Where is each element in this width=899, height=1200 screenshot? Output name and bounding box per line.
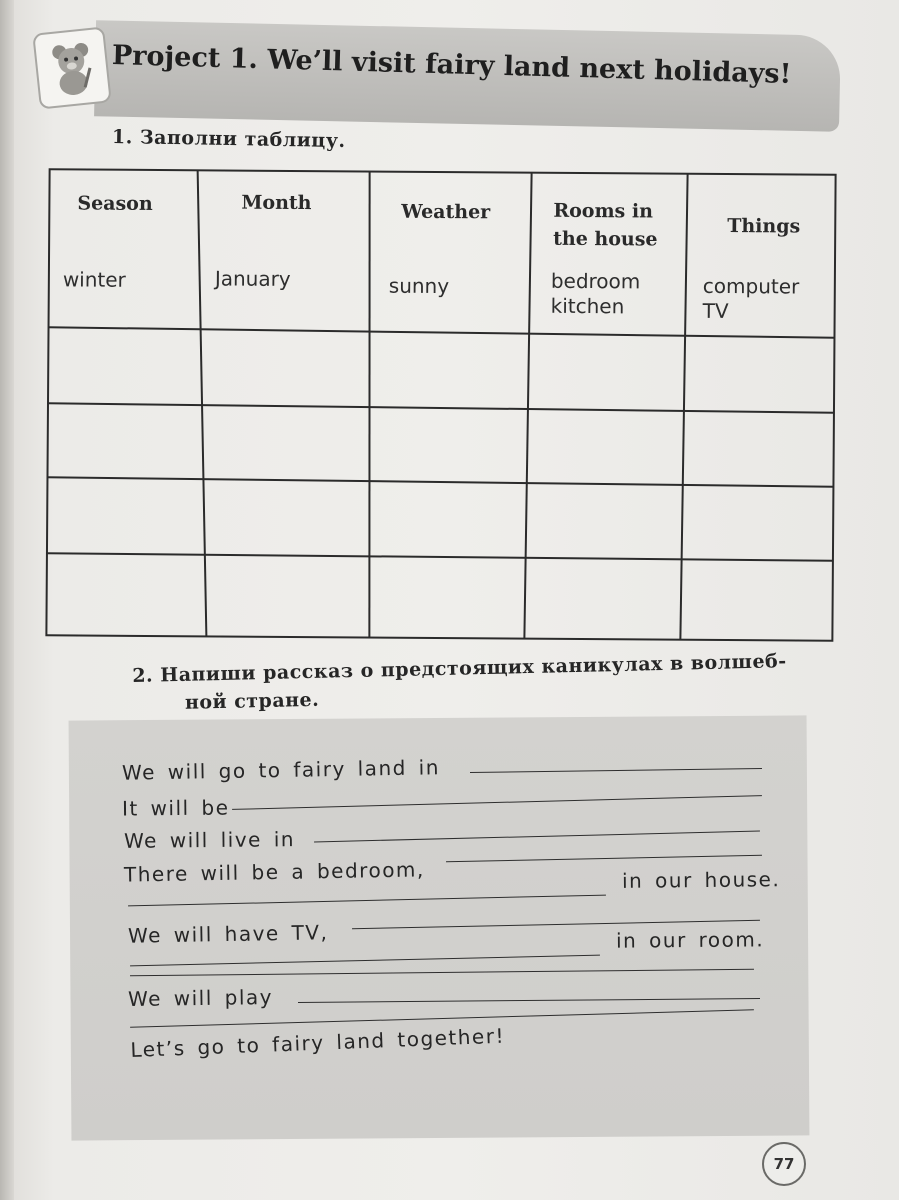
page-title: Project 1. We’ll visit fairy land next holidays! <box>111 40 792 90</box>
row-divider <box>48 327 834 337</box>
column-divider <box>366 171 372 637</box>
page-spine <box>0 0 14 1200</box>
header-weather: Weather <box>401 200 491 224</box>
story-line-9: Let’s go to fairy land together! <box>130 1023 506 1062</box>
story-line-5-end: in our house. <box>621 867 781 893</box>
column-divider <box>680 174 687 640</box>
row-divider <box>47 477 833 486</box>
story-line-3: We will live in <box>123 827 296 853</box>
task2-instruction <box>132 647 788 718</box>
cell-rooms: bedroom kitchen <box>550 268 641 319</box>
story-line-4: There will be a bedroom, <box>123 857 425 887</box>
story-line-6: We will have TV, <box>127 920 329 948</box>
task1-instruction: 1. Заполни таблицу. <box>111 125 346 153</box>
story-line-2: It will be <box>121 795 230 821</box>
header-month: Month <box>241 191 312 215</box>
column-divider <box>524 173 531 639</box>
page-number: 77 <box>762 1142 806 1186</box>
cell-weather: sunny <box>388 273 450 299</box>
row-divider <box>48 403 834 412</box>
story-line-7-end: in our room. <box>615 927 765 953</box>
cell-things: computer TV <box>702 273 800 324</box>
header-things: Things <box>727 214 801 238</box>
header-season: Season <box>77 192 153 215</box>
fill-in-table <box>44 167 837 643</box>
bear-logo-icon-graphic <box>42 36 102 99</box>
row-divider <box>47 553 833 560</box>
story-line-8: We will play <box>127 984 274 1012</box>
table-grid <box>44 167 837 643</box>
header-rooms: Rooms in the house <box>553 199 658 251</box>
column-divider <box>194 170 209 636</box>
task2-instruction-line1: 2. Напиши рассказ о предстоящих каникулах в волшеб- <box>132 650 787 687</box>
task2-instruction-line2: ной стране. <box>184 688 320 714</box>
cell-season: winter <box>62 267 126 292</box>
cell-month: January <box>214 266 291 291</box>
story-line-1: We will go to fairy land in <box>121 755 441 785</box>
bear-logo-icon <box>32 26 112 109</box>
